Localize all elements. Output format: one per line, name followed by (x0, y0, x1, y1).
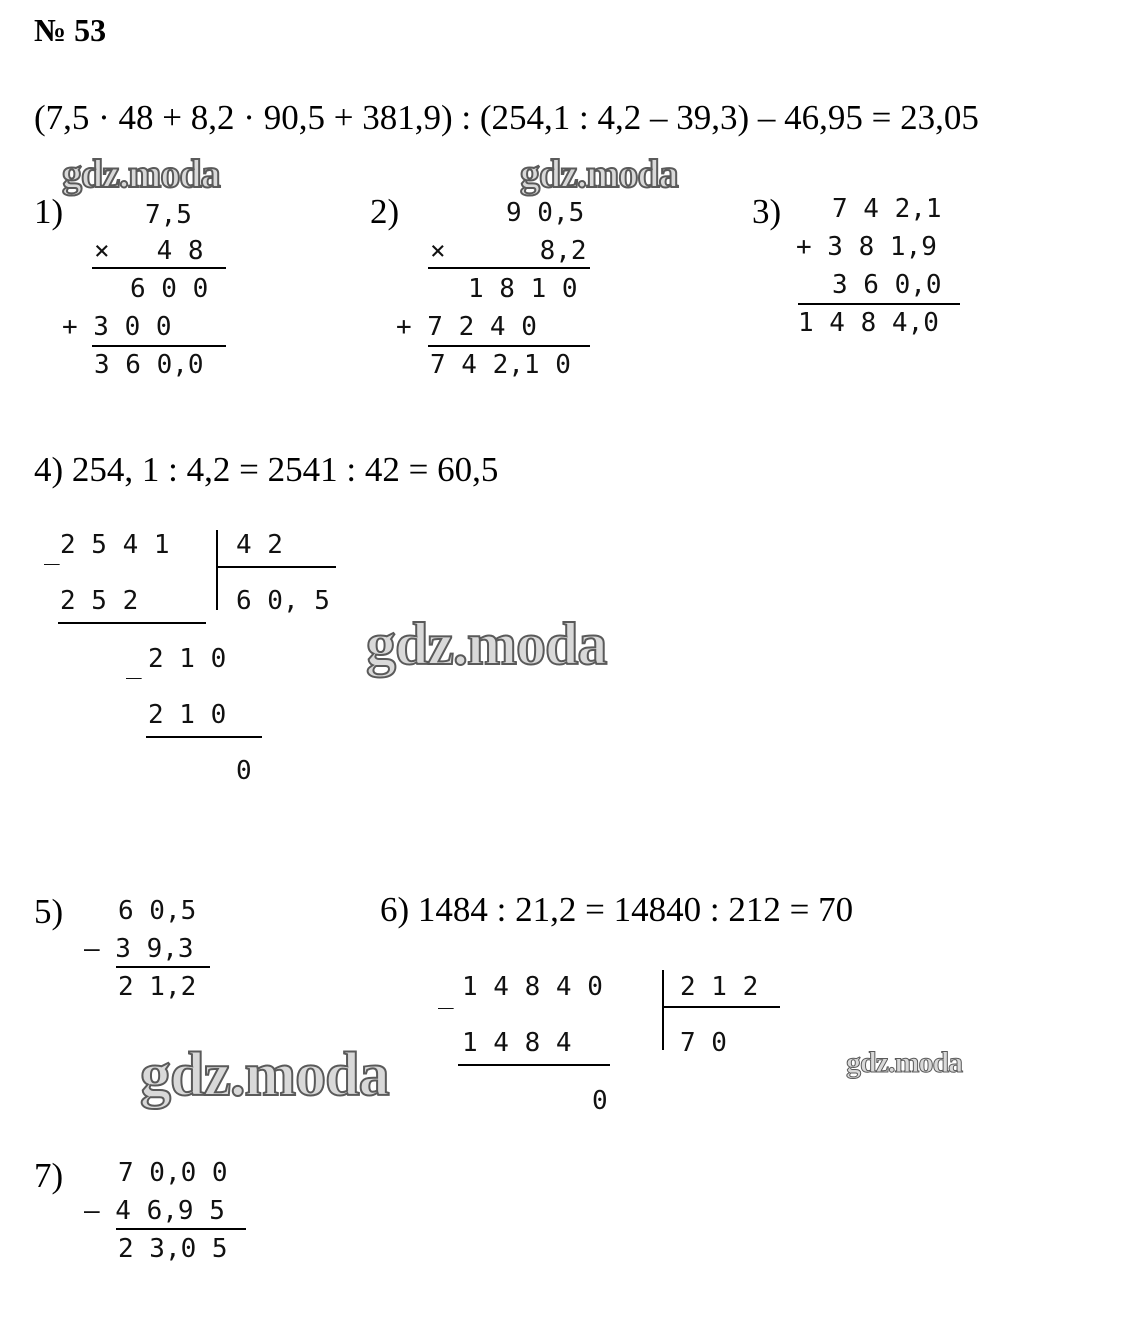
subtraction-line (58, 622, 206, 624)
step-4-quotient: 6 0, 5 (236, 586, 330, 616)
watermark: gdz.moda (140, 1041, 389, 1109)
minus-sign: _ (126, 650, 142, 680)
step-6-subtrahend: 1 4 8 4 (462, 1028, 572, 1058)
step-4-remainder-1: 2 1 0 (148, 644, 227, 674)
step-3-addend-3: 3 6 0,0 (832, 270, 942, 300)
step-label: 1) (34, 192, 64, 231)
step-6-divisor: 2 1 2 (680, 972, 759, 1002)
step-2-underline (428, 267, 590, 269)
subtraction-line (146, 736, 262, 738)
step-7-subtrahend: – 4 6,9 5 (84, 1196, 225, 1226)
step-4-subtrahend-1: 2 5 2 (60, 586, 139, 616)
watermark: gdz.moda (62, 151, 220, 196)
step-1-underline (92, 267, 226, 269)
watermark: gdz.moda (846, 1046, 963, 1079)
step-3-addend-2: + 3 8 1,9 (796, 232, 937, 262)
step-6-quotient: 7 0 (680, 1028, 727, 1058)
minus-sign: _ (44, 536, 60, 566)
step-1-factor-a: 7,5 (145, 200, 192, 230)
main-expression: (7,5 · 48 + 8,2 · 90,5 + 381,9) : (254,1 : 4,2 – 39,3) – 46,95 = 23,05 (34, 98, 979, 137)
step-5-underline (116, 966, 210, 968)
step-5-result: 2 1,2 (118, 972, 197, 1002)
step-2-partial-2: + 7 2 4 0 (396, 312, 537, 342)
step-6-remainder: 0 (592, 1086, 608, 1116)
step-label: 5) (34, 892, 64, 931)
step-1-result: 3 6 0,0 (94, 350, 204, 380)
step-7-result: 2 3,0 5 (118, 1234, 228, 1264)
subtraction-line (458, 1064, 610, 1066)
divisor-underline (218, 566, 336, 568)
step-4-dividend: 2 5 4 1 (60, 530, 170, 560)
step-2-factor-a: 9 0,5 (506, 198, 585, 228)
step-4-line: 4) 254, 1 : 4,2 = 2541 : 42 = 60,5 (34, 450, 499, 489)
step-2-factor-b: × 8,2 (430, 236, 587, 266)
step-5-minuend: 6 0,5 (118, 896, 197, 926)
step-3-addend-1: 7 4 2,1 (832, 194, 942, 224)
step-1-factor-b: × 4 8 (94, 236, 204, 266)
step-label: 7) (34, 1156, 64, 1195)
step-3-underline (798, 303, 960, 305)
step-6-dividend: 1 4 8 4 0 (462, 972, 603, 1002)
watermark: gdz.moda (520, 151, 678, 196)
step-2-underline (428, 345, 590, 347)
step-7-underline (116, 1228, 246, 1230)
step-6-line: 6) 1484 : 21,2 = 14840 : 212 = 70 (380, 890, 854, 929)
minus-sign: _ (438, 980, 454, 1010)
step-4-subtrahend-2: 2 1 0 (148, 700, 227, 730)
problem-number: № 53 (34, 12, 107, 48)
step-4-divisor: 4 2 (236, 530, 283, 560)
step-label: 3) (752, 192, 782, 231)
step-7-minuend: 7 0,0 0 (118, 1158, 228, 1188)
divisor-underline (664, 1006, 780, 1008)
division-bar (216, 530, 218, 610)
step-2-partial-1: 1 8 1 0 (468, 274, 578, 304)
step-4-remainder-2: 0 (236, 756, 252, 786)
step-1-partial-2: + 3 0 0 (62, 312, 172, 342)
step-1-partial-1: 6 0 0 (130, 274, 209, 304)
step-5-subtrahend: – 3 9,3 (84, 934, 194, 964)
step-1-underline (92, 345, 226, 347)
step-label: 2) (370, 192, 400, 231)
step-3-result: 1 4 8 4,0 (798, 308, 939, 338)
watermark: gdz.moda (366, 611, 607, 677)
division-bar (662, 970, 664, 1050)
step-2-result: 7 4 2,1 0 (430, 350, 571, 380)
